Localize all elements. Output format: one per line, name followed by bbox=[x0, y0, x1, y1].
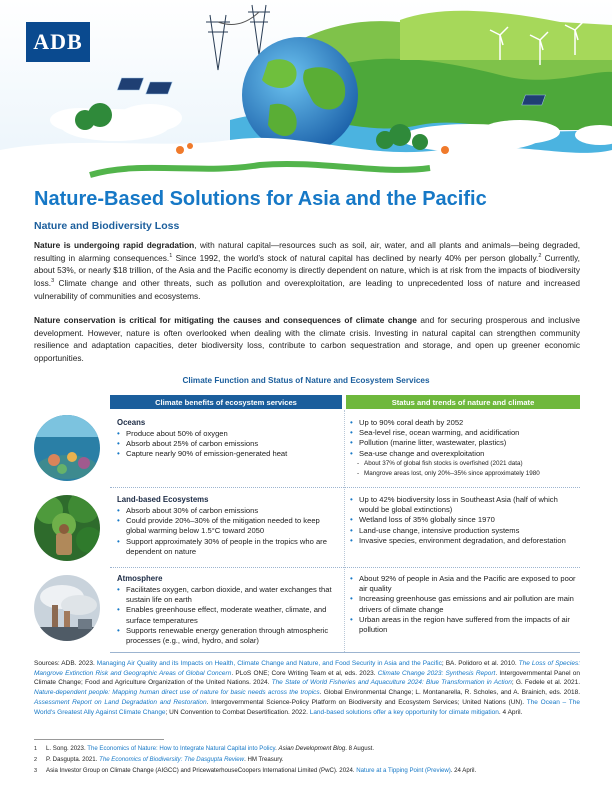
section-subtitle: Nature and Biodiversity Loss bbox=[34, 220, 180, 232]
row-divider bbox=[110, 487, 580, 488]
intro-paragraph: Nature is undergoing rapid degradation, with natural capital—resources such as soil, air, water, and all plants and animals—being degraded, resulting in alarming consequences.$^1$ Since 1992, the world’s stock of natural capital has declined by nearly 40% per person globally.$^2$ Currently, about 53%, or nearly $18 trillion, of the Asia and the Pacific economy is directly dependent on nature, which is at risk from the impacts of biodiversity loss.$^3$ Climate change and other threats, such as pollution and overexploitation, are leading to unprecedented loss of nature and increased vulnerability of communities and ecosystems. bbox=[34, 240, 581, 301]
sources-note: Sources: ADB. 2023. Managing Air Quality and its Impacts on Health, Climate Change and Nature, and Food Security in Asia and the Pacific; BA. Polidoro et al. 2010. The Loss of Species: Mangrove Extinction Risk and Geographic Areas of Global Concern. PLoS ONE; Core Writing Team et al, eds. 2023. Climate Change 2023: Synthesis Report. Intergovernmental Panel on Climate Change; Food and Agriculture Organization of the United Nations. 2024. The State of World Fisheries and Aquaculture 2024: Blue Transformation in Action; G. Fedele et al. 2021. Nature-dependent people: Mapping human direct use of nature for basic needs across the tropics. Global Environmental Change; L. Montanarella, R. Scholes, and A. Brainich, eds. 2018. Assessment Report on Land Degradation and Restoration. Intergovernmental Science-Policy Platform on Biodiversity and Ecosystem Services; United Nations (UN). The Ocean – The World's Greatest Ally Against Climate Change; UN Convention to Combat Desertification. 2022. Land-based solutions offer a key opportunity for climate mitigation. 4 April. bbox=[34, 660, 581, 716]
list-item: • Facilitates oxygen, carbon dioxide, and water exchanges that sustain life on earth bbox=[117, 585, 339, 605]
source-link[interactable]: The State of World Fisheries and Aquaculture 2024: Blue Transformation in Action bbox=[271, 679, 512, 687]
source-link[interactable]: The Loss of Species: Mangrove Extinction Risk and Geographic Areas of Global Concern bbox=[34, 660, 581, 677]
list-subitem: - Mangrove areas lost, only 20%–35% since approximately 1980 bbox=[350, 469, 578, 479]
page-title: Nature-Based Solutions for Asia and the Pacific bbox=[34, 188, 487, 210]
list-item: • Land-use change, intensive production systems bbox=[350, 526, 578, 536]
footnote-ref-1[interactable]: 1 bbox=[169, 252, 173, 259]
adb-logo: ADB bbox=[26, 22, 90, 62]
atmosphere-status-list bbox=[350, 574, 578, 635]
column-divider bbox=[344, 410, 345, 652]
list-item: • Supports renewable energy generation through atmospheric processes (e.g., wind, hydro, and solar) bbox=[117, 626, 339, 646]
source-link[interactable]: Managing Air Quality and its Impacts on Health, Climate Change and Nature, and Food Security in Asia and the Pacific bbox=[96, 660, 442, 667]
list-item: • Absorb about 30% of carbon emissions bbox=[117, 506, 339, 516]
list-item: • Could provide 20%–30% of the mitigation needed to keep global warming below 1.5°C toward 2050 bbox=[117, 516, 339, 536]
footnote-ref-3[interactable]: 3 bbox=[51, 278, 55, 285]
footnote-1: 1 L. Song. 2023. The Economics of Nature: How to Integrate Natural Capital into Policy. Asian Development Blog. 8 August. bbox=[34, 745, 375, 752]
row-title-oceans: Oceans bbox=[117, 418, 146, 427]
column-header-benefits: Climate benefits of ecosystem services bbox=[110, 395, 342, 409]
table-bottom-rule bbox=[110, 652, 580, 653]
list-item: • Increasing greenhouse gas emissions and air pollution are main drivers of climate change bbox=[350, 594, 578, 614]
atmosphere-benefits-list bbox=[117, 585, 339, 646]
oceans-photo bbox=[34, 415, 100, 481]
list-item: • Sea-use change and overexploitation bbox=[350, 449, 578, 459]
source-link[interactable]: The Ocean – The World's Greatest Ally Against Climate Change bbox=[34, 698, 581, 716]
list-item: • Invasive species, environment degradation, and deforestation bbox=[350, 536, 578, 546]
header-banner bbox=[0, 0, 612, 180]
atmosphere-photo bbox=[34, 575, 100, 641]
source-link[interactable]: Climate Change 2023: Synthesis Report bbox=[377, 669, 496, 677]
footnote-link[interactable]: The Economics of Nature: How to Integrate Natural Capital into Policy bbox=[87, 745, 276, 752]
list-item: • Pollution (marine litter, wastewater, plastics) bbox=[350, 438, 578, 448]
globe-landscape-illustration bbox=[0, 0, 612, 180]
list-item: • Urban areas in the region have suffered from the impacts of air pollution bbox=[350, 615, 578, 635]
list-item: • Support approximately 30% of people in the tropics who are dependent on nature bbox=[117, 537, 339, 557]
column-header-status: Status and trends of nature and climate bbox=[346, 395, 580, 409]
footnote-3: 3 Asia Investor Group on Climate Change (AIGCC) and PricewaterhouseCoopers International Limited (PwC). 2024. Nature at a Tipping Point (Preview). 24 April. bbox=[34, 767, 477, 774]
land-status-list bbox=[350, 495, 578, 546]
list-item: • Up to 42% biodiversity loss in Southeast Asia (half of which would be global extinctions) bbox=[350, 495, 578, 515]
list-subitem: - About 37% of global fish stocks is overfished (2021 data) bbox=[350, 459, 578, 469]
footnote-link[interactable]: The Economics of Biodiversity: The Dasgupta Review bbox=[99, 756, 245, 763]
footnote-ref-2[interactable]: 2 bbox=[538, 252, 542, 259]
footnote-2: 2 P. Dasgupta. 2021. The Economics of Biodiversity: The Dasgupta Review. HM Treasury. bbox=[34, 756, 284, 763]
oceans-status-list bbox=[350, 418, 578, 478]
oceans-benefits-list bbox=[117, 429, 339, 460]
row-title-land-ecosystems: Land-based Ecosystems bbox=[117, 495, 209, 504]
list-item: • Enables greenhouse effect, moderate weather, climate, and surface temperatures bbox=[117, 605, 339, 625]
list-item: • Produce about 50% of oxygen bbox=[117, 429, 339, 439]
list-item: • Absorb about 25% of carbon emissions bbox=[117, 439, 339, 449]
footnote-link[interactable]: Nature at a Tipping Point (Preview) bbox=[356, 767, 451, 774]
list-item: • Up to 90% coral death by 2052 bbox=[350, 418, 578, 428]
land-benefits-list bbox=[117, 506, 339, 557]
table-title: Climate Function and Status of Nature and Ecosystem Services bbox=[182, 376, 430, 385]
footnote-divider bbox=[34, 739, 164, 740]
list-item: • Capture nearly 90% of emission-generated heat bbox=[117, 449, 339, 459]
land-ecosystems-photo bbox=[34, 495, 100, 561]
conservation-paragraph: Nature conservation is critical for mitigating the causes and consequences of climate change and for securing prosperous and inclusive development. However, nature is often overlooked when dealing with the climate crisis. Investing in natural capital can strengthen community resilience and adaptation capacities, deter biodiversity loss, contribute to carbon sequestration and storage, and open up greener economic opportunities. bbox=[34, 315, 580, 364]
source-link[interactable]: Assessment Report on Land Degradation and Restoration bbox=[34, 698, 207, 706]
row-title-atmosphere: Atmosphere bbox=[117, 574, 163, 583]
row-divider bbox=[110, 567, 580, 568]
source-link[interactable]: Land-based solutions offer a key opportunity for climate mitigation bbox=[309, 708, 499, 716]
list-item: • Wetland loss of 35% globally since 1970 bbox=[350, 515, 578, 525]
list-item: • About 92% of people in Asia and the Pacific are exposed to poor air quality bbox=[350, 574, 578, 594]
source-link[interactable]: Nature-dependent people: Mapping human direct use of nature for basic needs across the tropics bbox=[34, 689, 320, 697]
list-item: • Sea-level rise, ocean warming, and acidification bbox=[350, 428, 578, 438]
